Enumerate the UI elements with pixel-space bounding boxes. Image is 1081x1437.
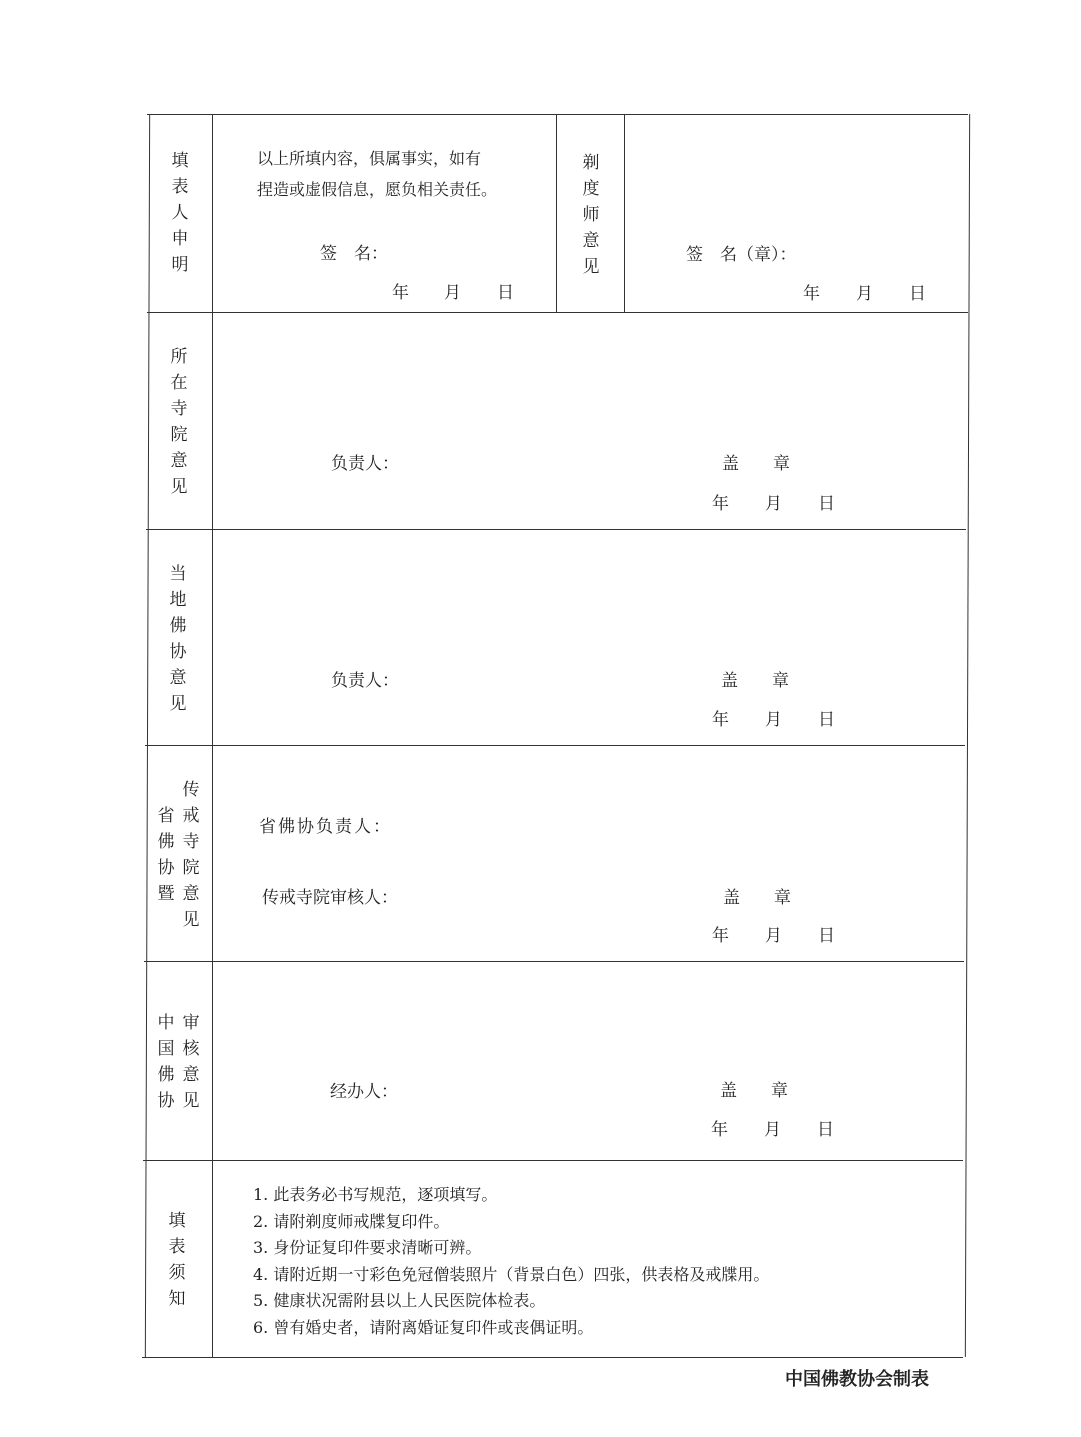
national-handler-label: 经办人：	[330, 1082, 398, 1102]
national-opinion-label-col2: 审 核 意 见	[182, 1013, 200, 1111]
province-opinion-label-col2: 传 戒 寺 院 意 见	[182, 780, 200, 930]
instruction-item: 5. 健康状况需附县以上人民医院体检表。	[253, 1291, 546, 1310]
row-divider	[143, 1160, 963, 1161]
instruction-item: 6. 曾有婚史者，请附离婚证复印件或丧偶证明。	[253, 1317, 594, 1337]
local-association-opinion-label: 当 地 佛 协 意 见	[169, 564, 187, 714]
instruction-item: 3. 身份证复印件要求清晰可辨。	[253, 1238, 482, 1257]
province-person-label: 省佛协负责人：	[259, 817, 392, 837]
mid-divider	[624, 114, 625, 312]
local-association-person-label: 负责人：	[331, 671, 399, 691]
row-divider	[147, 312, 968, 313]
instruction-item: 2. 请附剃度师戒牒复印件。	[253, 1211, 450, 1231]
instructions-label: 填 表 须 知	[168, 1211, 186, 1309]
applicant-declaration-label: 填 表 人 申 明	[171, 151, 189, 275]
local-association-seal-label: 盖 章	[721, 671, 789, 691]
tonsure-master-opinion-label: 剃 度 师 意 见	[582, 153, 600, 277]
local-association-date: 年 月 日	[712, 710, 835, 730]
province-seal-label: 盖 章	[723, 888, 791, 908]
mid-divider	[556, 114, 557, 312]
temple-date: 年 月 日	[712, 494, 835, 514]
temple-opinion-label: 所 在 寺 院 意 见	[170, 347, 188, 497]
tonsure-master-date: 年 月 日	[803, 284, 926, 304]
row-divider	[145, 745, 965, 746]
instruction-item: 4. 请附近期一寸彩色免冠僧装照片（背景白色）四张，供表格及戒牒用。	[253, 1264, 770, 1284]
temple-seal-label: 盖 章	[722, 454, 790, 474]
declaration-line-1: 以上所填内容，俱属事实，如有	[257, 149, 482, 168]
ordination-temple-reviewer-label: 传戒寺院审核人：	[262, 888, 398, 908]
row-divider	[146, 529, 966, 530]
instructions-list	[253, 1182, 769, 1341]
temple-person-label: 负责人：	[331, 454, 399, 474]
applicant-date: 年 月 日	[392, 283, 514, 303]
declaration-line-2: 捏造或虚假信息，愿负相关责任。	[257, 180, 498, 199]
instruction-item: 1. 此表务必书写规范，逐项填写。	[253, 1185, 498, 1204]
province-date: 年 月 日	[712, 926, 835, 946]
table-border-left	[145, 114, 150, 1357]
tonsure-master-signature-label: 签 名（章）：	[686, 245, 797, 265]
applicant-signature-label: 签 名：	[320, 244, 388, 264]
row-divider	[144, 961, 964, 962]
label-column-divider	[212, 114, 213, 1357]
national-opinion-label-col1: 中 国 佛 协	[157, 1013, 175, 1111]
national-seal-label: 盖 章	[720, 1081, 788, 1101]
province-opinion-label-col1: 省 佛 协 暨	[157, 806, 175, 904]
national-date: 年 月 日	[711, 1120, 834, 1140]
form-issuer-footer: 中国佛教协会制表	[785, 1369, 929, 1390]
table-border-right	[965, 114, 970, 1357]
table-border-bottom	[142, 1357, 963, 1358]
table-border-top	[147, 114, 968, 115]
